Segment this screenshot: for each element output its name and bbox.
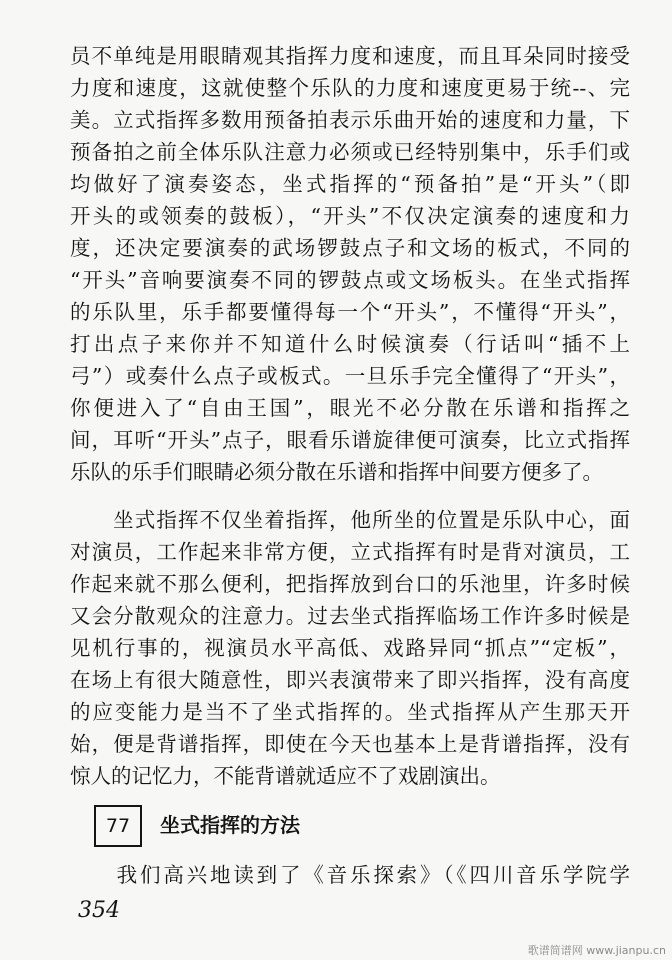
text-line: 均做好了演奏姿态，坐式指挥的“预备拍”是“开头”（即 [70, 172, 630, 196]
section-title: 坐式指挥的方法 [160, 813, 300, 837]
text-line: 预备拍之前全体乐队注意力必须或已经特别集中，乐手们或 [70, 140, 630, 164]
text-line: 的应变能力是当不了坐式指挥的。坐式指挥从产生那天开 [70, 700, 630, 724]
paragraph-3 [70, 859, 630, 891]
text-line: 员不单纯是用眼睛观其指挥力度和速度，而且耳朵同时接受 [70, 44, 630, 68]
section-number-box: 77 [94, 805, 142, 847]
text-line: 弓”）或奏什么点子或板式。一旦乐手完全懂得了“开头”， [70, 364, 630, 388]
text-line: 间，耳听“开头”点子，眼看乐谱旋律便可演奏，比立式指挥 [70, 428, 630, 452]
text-line: 对演员，工作起来非常方便，立式指挥有时是背对演员，工 [70, 540, 630, 564]
text-line: 乐队的乐手们眼睛必须分散在乐谱和指挥中间要方便多了。 [70, 460, 603, 484]
text-line: 见机行事的，视演员水平高低、戏路异同“抓点”“定板”， [70, 636, 630, 660]
text-line: 的乐队里，乐手都要懂得每一个“开头”，不懂得“开头”， [70, 300, 630, 324]
text-line: 在场上有很大随意性，即兴表演带来了即兴指挥，没有高度 [70, 668, 630, 692]
text-line: 力度和速度，这就使整个乐队的力度和速度更易于统--、完 [70, 76, 630, 100]
text-line: 惊人的记忆力，不能背谱就适应不了戏剧演出。 [70, 764, 501, 788]
text-line: 打出点子来你并不知道什么时候演奏（行话叫“插不上 [70, 332, 630, 356]
text-line: 始，便是背谱指挥，即使在今天也基本上是背谱指挥，没有 [70, 732, 630, 756]
site-watermark: 歌谱简谱网 www.jianpu.cn [527, 944, 666, 957]
page-number: 354 [78, 898, 120, 923]
text-line: 作起来就不那么便利，把指挥放到台口的乐池里，许多时候 [70, 572, 630, 596]
paragraph-2 [70, 504, 630, 792]
text-line: 我们高兴地读到了《音乐探索》（《四川音乐学院学 [70, 863, 630, 887]
text-line: “开头”音响要演奏不同的锣鼓点或文场板头。在坐式指挥 [70, 268, 630, 292]
paragraph-1 [70, 40, 630, 488]
text-line: 度，还决定要演奏的武场锣鼓点子和文场的板式，不同的 [70, 236, 630, 260]
text-line: 坐式指挥不仅坐着指挥，他所坐的位置是乐队中心，面 [70, 508, 630, 532]
text-line: 开头的或领奏的鼓板），“开头”不仅决定演奏的速度和力 [70, 204, 630, 228]
text-line: 你便进入了“自由王国”，眼光不必分散在乐谱和指挥之 [70, 396, 630, 420]
text-line: 美。立式指挥多数用预备拍表示乐曲开始的速度和力量，下 [70, 108, 630, 132]
section-heading [86, 802, 386, 848]
text-line: 又会分散观众的注意力。过去坐式指挥临场工作许多时候是 [70, 604, 630, 628]
